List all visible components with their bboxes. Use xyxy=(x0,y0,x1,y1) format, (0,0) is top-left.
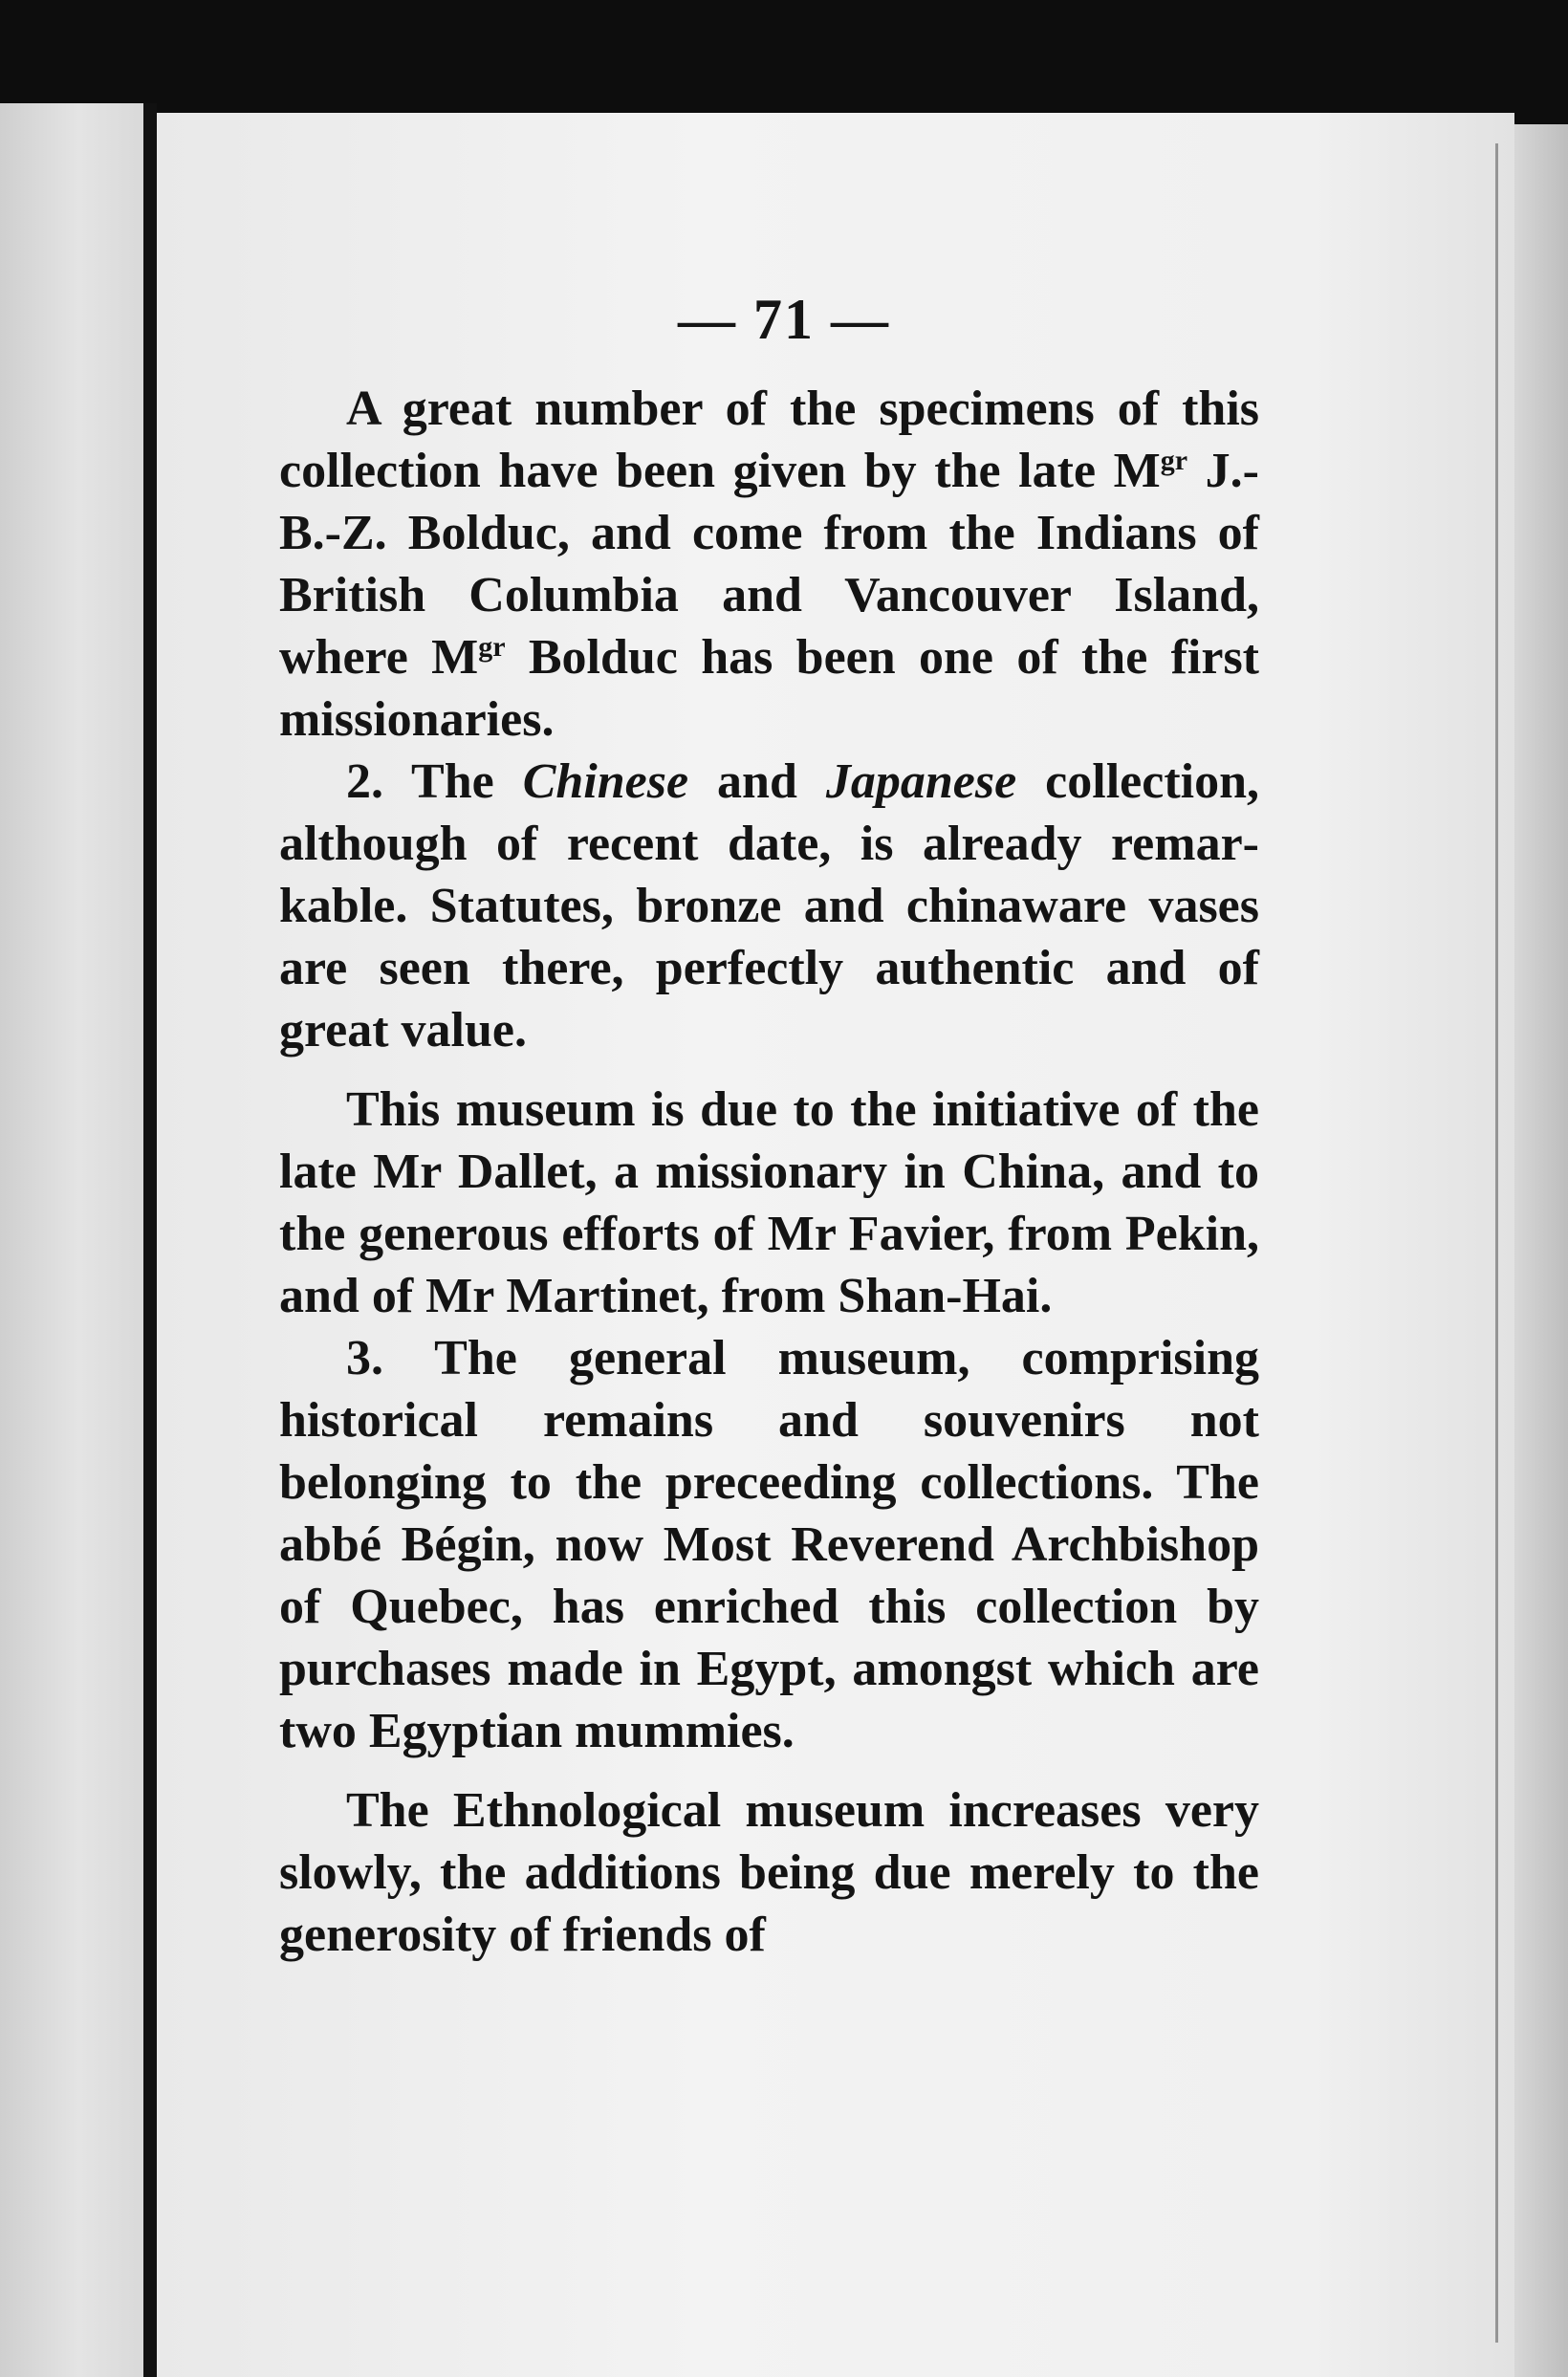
page-edge-line xyxy=(1495,143,1498,2343)
book-spine xyxy=(143,103,157,2377)
paragraph-specimens xyxy=(279,378,1259,751)
paragraph-museum-initiative: This museum is due to the initiative of the late Mr Dallet, a missionary in China, and to the generous efforts of Mr Favier, from Pekin, and of Mr Martinet, from Shan-Hai. xyxy=(279,1082,1259,1323)
paragraph-chinese-japanese xyxy=(279,751,1259,1061)
right-page-edge xyxy=(1514,124,1568,2377)
paragraph-text: collection, although of recent date, is already remarkable. Statutes, bronze and chinaware vases are seen there, perfectly authentic and of great value. xyxy=(279,754,1259,1058)
paragraph-text: Bolduc has been one of the first missionaries. xyxy=(279,630,1259,747)
left-page-edge xyxy=(0,103,143,2377)
paragraph-ethnological-museum: The Ethnological museum increases very slowly, the additions being due merely to the generosity of friends of xyxy=(279,1783,1259,1962)
superscript-abbreviation: gr xyxy=(478,631,506,663)
paragraph-text: and xyxy=(688,754,826,809)
paragraph-text: J.-B.-Z. Bolduc, and come from the Indians of British Columbia and Vancouver Island, where M xyxy=(279,444,1259,685)
italic-term: Japanese xyxy=(825,754,1017,809)
superscript-abbreviation: gr xyxy=(1160,445,1188,476)
italic-term: Chinese xyxy=(522,754,689,809)
paragraph-text: A great number of the specimens of this collection have been given by the late M xyxy=(279,382,1259,498)
body-text xyxy=(279,378,1259,1966)
paragraph-text: 2. The xyxy=(346,754,523,809)
paragraph-general-museum: 3. The general museum, comprising historical remains and souvenirs not belonging to the preceeding collections. The abbé Bégin, now Most Reverend Archbishop of Quebec, has enriched this collection by purchases made in Egypt, amongst which are two Egyptian mummies. xyxy=(279,1331,1259,1758)
page-number: — 71 — xyxy=(678,288,890,351)
